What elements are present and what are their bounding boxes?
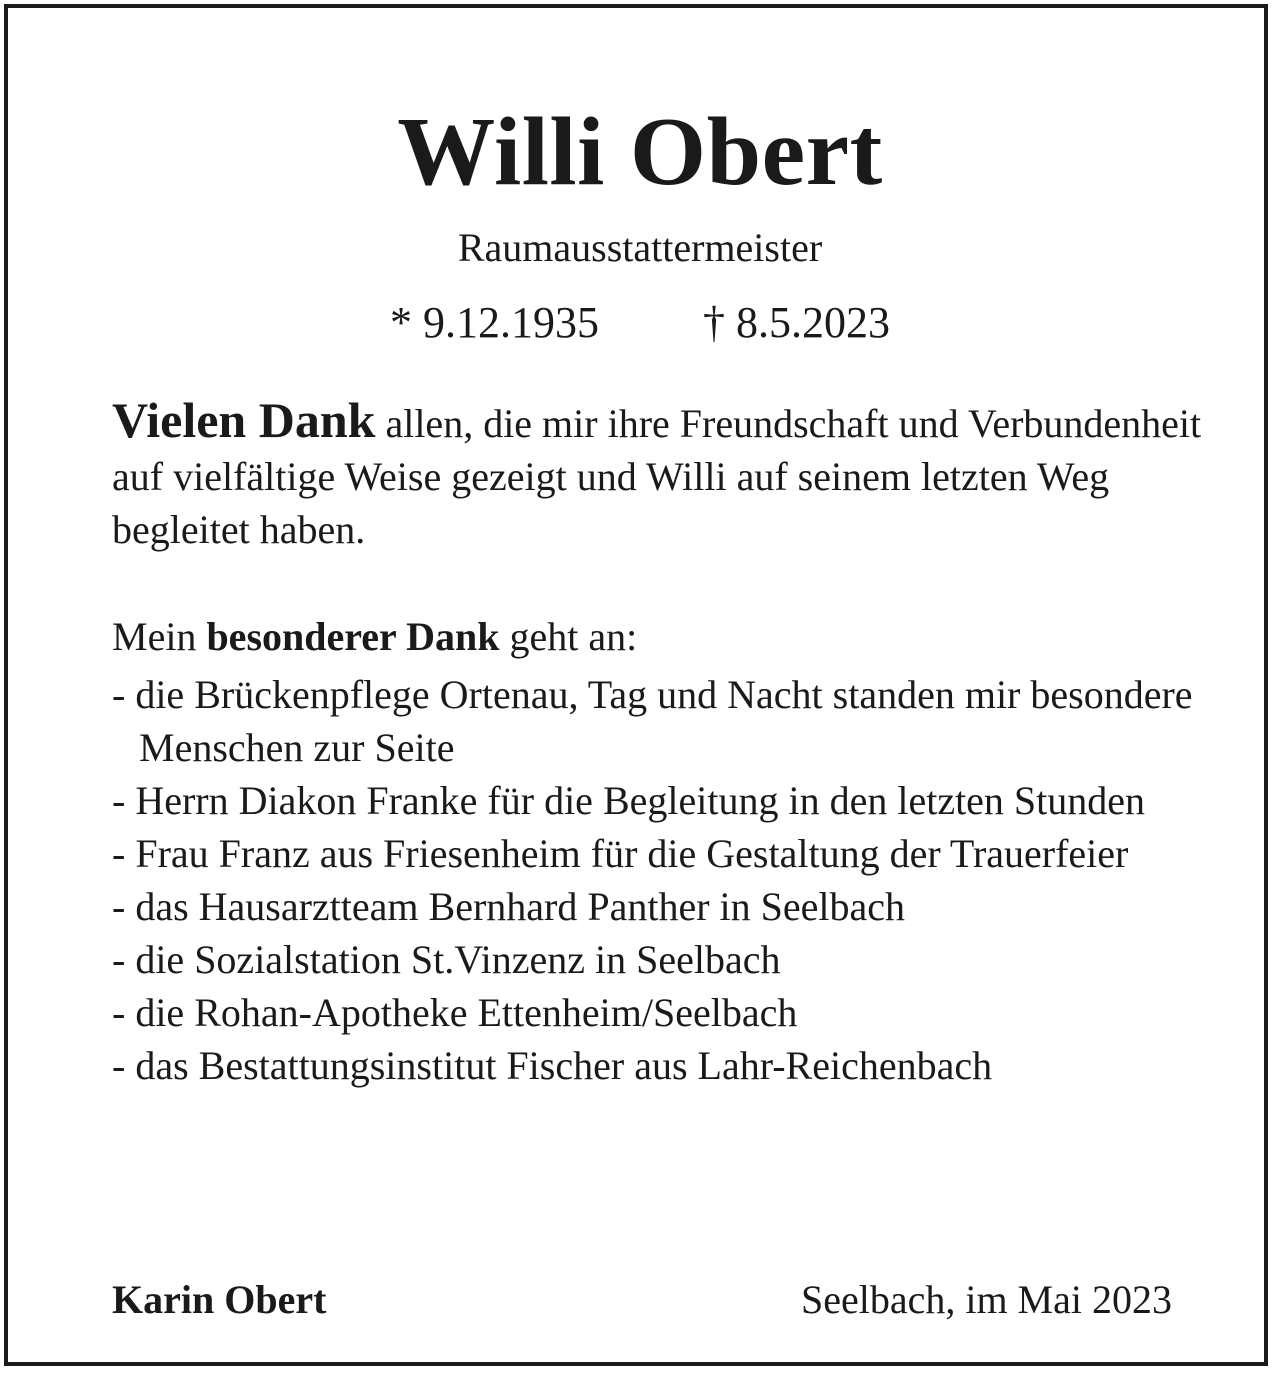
list-item: - die Brückenpflege Ortenau, Tag und Nacht standen mir besondere Menschen zur Seite	[112, 672, 1193, 770]
special-thanks-heading	[112, 610, 1212, 663]
intro-lead: Vielen Dank	[112, 392, 376, 448]
special-emphasis: besonderer Dank	[206, 614, 500, 659]
birth-date: * 9.12.1935	[390, 298, 599, 347]
deceased-name: Willi Obert	[397, 98, 883, 206]
intro-text: allen, die mir ihre Freundschaft und Verbundenheit auf vielfältige Weise gezeigt und Willi auf seinem letzten Weg begleitet haben.	[112, 401, 1202, 552]
special-prefix: Mein	[112, 614, 207, 659]
death-date: † 8.5.2023	[703, 298, 890, 347]
list-item: - die Rohan-Apotheke Ettenheim/Seelbach	[112, 990, 798, 1035]
list-item: - die Sozialstation St.Vinzenz in Seelbach	[112, 937, 781, 982]
intro-paragraph	[112, 394, 1212, 556]
thanks-list	[112, 668, 1212, 1092]
list-item: - das Hausarztteam Bernhard Panther in Seelbach	[112, 884, 906, 929]
list-item: - Frau Franz aus Friesenheim für die Gestaltung der Trauerfeier	[112, 831, 1129, 876]
special-suffix: geht an:	[499, 614, 638, 659]
list-item: - Herrn Diakon Franke für die Begleitung in den letzten Stunden	[112, 778, 1146, 823]
signature: Karin Obert	[112, 1277, 327, 1322]
profession: Raumausstattermeister	[457, 225, 823, 270]
life-dates	[8, 295, 1272, 351]
notice-frame	[4, 4, 1268, 1366]
list-item: - das Bestattungsinstitut Fischer aus Lahr-Reichenbach	[112, 1043, 993, 1088]
place-date: Seelbach, im Mai 2023	[800, 1277, 1172, 1322]
